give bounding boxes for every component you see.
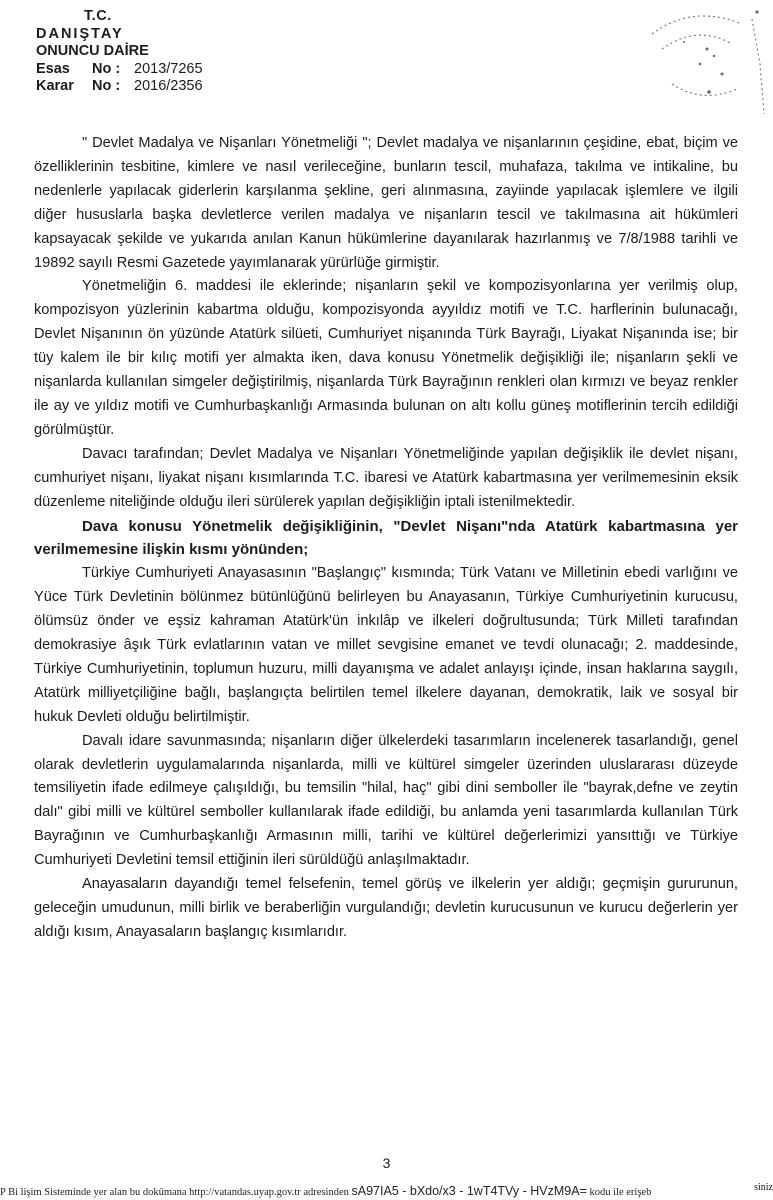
verification-code: sA97IA5 - bXdo/x3 - 1wT4TVy - HVzM9A= bbox=[351, 1184, 587, 1198]
footer-suffix: kodu ile erişeb bbox=[589, 1187, 652, 1198]
karar-value: 2016/2356 bbox=[134, 78, 203, 94]
tc-label: T.C. bbox=[84, 8, 112, 24]
karar-label: Karar bbox=[36, 78, 74, 94]
paragraph: Anayasaların dayandığı temel felsefenin, temel görüş ve ilkelerin yer aldığı; geçmişin gururunun, geleceğin umudunun, milli birlik ve beraberliğin vurgulandığı; devletin kurucusunun ve kurucu değerlerin yer aldığı kısım, Anayasaların başlangıç kısımlarıdır. bbox=[34, 876, 738, 940]
footer-text bbox=[0, 1184, 651, 1198]
court-name: DANIŞTAY bbox=[36, 25, 124, 42]
footer-verification bbox=[0, 1183, 773, 1200]
paragraph: " Devlet Madalya ve Nişanları Yönetmeliği "; Devlet madalya ve nişanlarının çeşidine, ebat, biçim ve özelliklerinin tesbitine, kimlere ve nasıl verileceğine, bunların tescil, muhafaza, takılma ve intikaline, bu nedenlerle yapılacak giderlerin karşılanma şekline, geri alınmasına, zayiinde yapılacak işlemlere ve ilgili diğer hususlarla başka devletlerce verilen madalya ve nişanların tescil ve takılmasına ait hükümleri kapsayacak şekilde ve yukarıda anılan Kanun hükümlerine dayanılarak hazırlanmış ve 7/8/1988 tarihli ve 19892 sayılı Resmi Gazetede yayımlanarak yürürlüğe girmiştir. bbox=[34, 135, 738, 271]
esas-label: Esas bbox=[36, 60, 70, 77]
page-number: 3 bbox=[382, 1155, 391, 1171]
paragraph: Yönetmeliğin 6. maddesi ile eklerinde; nişanların şekil ve kompozisyonlarına yer verilmiş olup, kompozisyon yüzlerinin kabartma olduğu, kompozisyonda ayyıldız motifi ve T.C. harflerinin bulunacağı, Devlet Nişanının ön yüzünde Atatürk silüeti, Cumhuriyet nişanında Türk Bayrağı, Liyakat Nişanında ise; bir tüy kalem ile bir kılıç motifi yer almakta iken, dava konusu Yönetmelik değişikliği ile; nişanların şekli ve nişanlarda kullanılan simgeler değiştirilmiş, nişanlarda Türk Bayrağının renkleri olan kırmızı ve beyaz renkler ile ay ve yıldız motifi ve Cumhurbaşkanlığı Armasında bulunan on altı kollu güneş motiflerinin tercih edildiği görülmüştür. bbox=[34, 278, 738, 438]
document-header bbox=[36, 8, 203, 96]
karar-row bbox=[36, 78, 203, 96]
seal-stamp-icon bbox=[612, 4, 772, 124]
section-heading: Dava konusu Yönetmelik değişikliğinin, "Devlet Nişanı"nda Atatürk kabartmasına yer verilmemesine ilişkin kısmı yönünden; bbox=[34, 517, 738, 559]
karar-no-label: No : bbox=[92, 78, 121, 94]
footer-prefix: P Bi bbox=[0, 1187, 18, 1198]
esas-value: 2013/7265 bbox=[134, 60, 203, 77]
esas-row bbox=[36, 61, 203, 79]
chamber-name: ONUNCU DAİRE bbox=[36, 43, 149, 59]
footer-right: siniz bbox=[754, 1183, 773, 1193]
document-body bbox=[34, 132, 738, 945]
esas-no-label: No : bbox=[92, 60, 121, 77]
footer-description: lişim Sisteminde yer alan bu dokümana http://vatandas.uyap.gov.tr adresinden bbox=[20, 1187, 349, 1198]
paragraph: Türkiye Cumhuriyeti Anayasasının "Başlangıç" kısmında; Türk Vatanı ve Milletinin ebedi varlığını ve Yüce Türk Devletinin bölünmez bütünlüğünü belirleyen bu Anayasanın, Türkiye Cumhuriyetinin kurucusu, ölümsüz önder ve eşsiz kahraman Atatürk'ün inkılâp ve ilkeleri doğrultusunda; Türk Milleti tarafından demokrasiye âşık Türk evlatlarının vatan ve millet sevgisine emanet ve tevdi olunacağı; 2. maddesinde, Türkiye Cumhuriyetinin, toplumun huzuru, milli dayanışma ve adalet anlayışı içinde, insan haklarına saygılı, Atatürk milliyetçiliğine bağlı, başlangıçta belirtilen temel ilkelere dayanan, demokratik, laik ve sosyal bir hukuk Devleti olduğu belirtilmiştir. bbox=[34, 565, 738, 725]
paragraph: Davalı idare savunmasında; nişanların diğer ülkelerdeki tasarımların incelenerek tasarlandığı, genel olarak devletlerin uygulamalarında nişanlarda, milli ve kültürel simgeler üzerinden uluslararası düzeyde temsiliyetin ifade edilmeye çalışıldığı, bu temsilin "hilal, haç" gibi dini semboller ile "bayrak,defne ve zeytin dalı" gibi milli ve kültürel semboller kullanılarak ifade edildiği, bu anlamda yeni tasarımlarda kullanılan Türk Bayrağının ve Cumhurbaşkanlığı Armasının milli, tarihi ve kültürel değerlerimizi yansıttığı ve Türkiye Cumhuriyeti Devletini temsil ettiğinin ileri sürüldüğü anlaşılmaktadır. bbox=[34, 732, 738, 869]
paragraph: Davacı tarafından; Devlet Madalya ve Nişanları Yönetmeliğinde yapılan değişiklik ile devlet nişanı, cumhuriyet nişanı, liyakat nişanı kısımlarında T.C. ibaresi ve Atatürk kabartmasına yer verilmemesinin eksik düzenleme niteliğinde olduğu ileri sürülerek yapılan değişikliğin iptali istenilmektedir. bbox=[34, 445, 738, 510]
